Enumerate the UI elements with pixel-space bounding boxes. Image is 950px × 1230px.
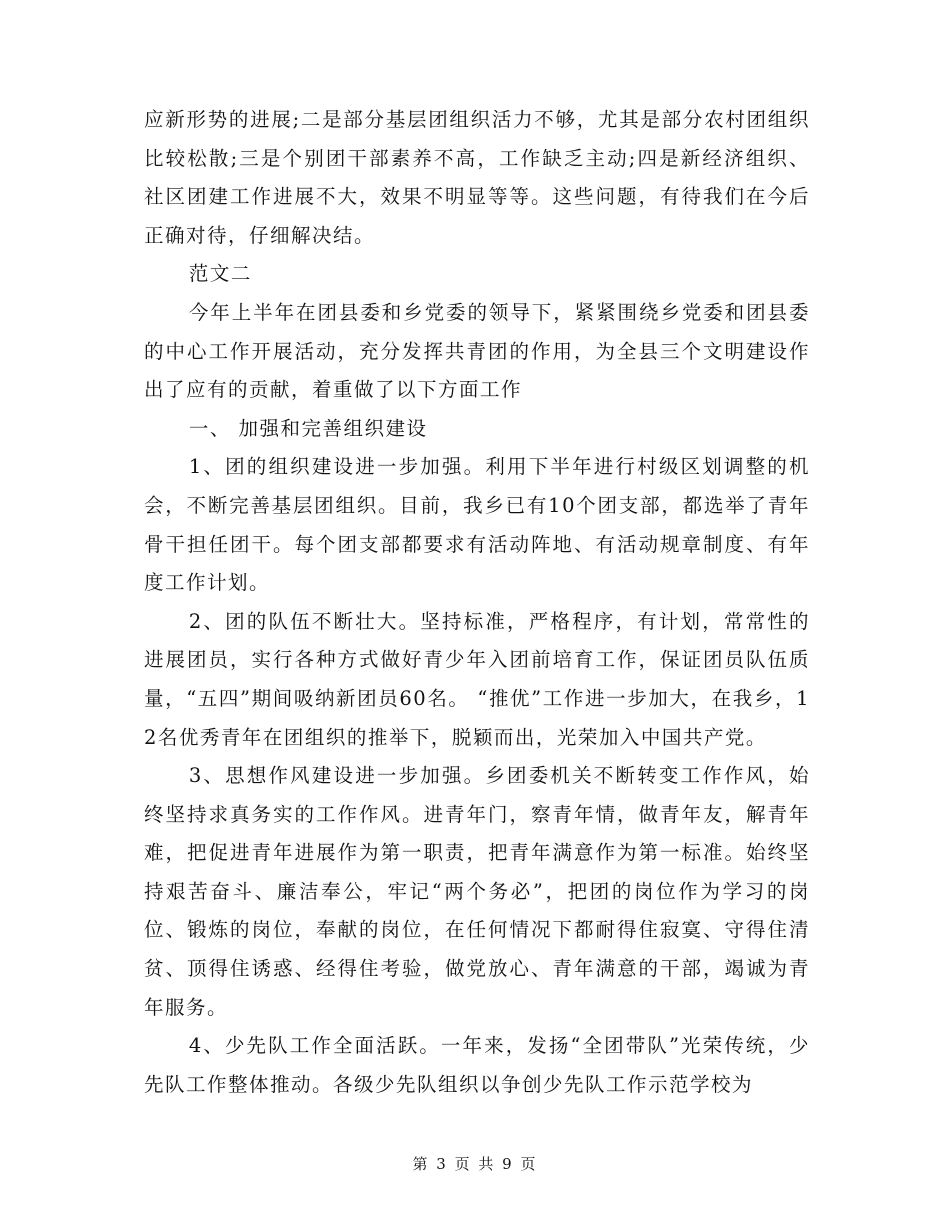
section-heading-organization: 一、 加强和完善组织建设 (188, 416, 428, 440)
document-body (144, 101, 810, 1104)
section-title-fanwen-er: 范文二 (188, 262, 252, 286)
paragraph-intro: 今年上半年在团县委和乡党委的领导下，紧紧围绕乡党委和团县委的中心工作开展活动，充分发挥共青团的作用，为全县三个文明建设作出了应有的贡献，着重做了以下方面工作 (144, 300, 810, 402)
paragraph-item-2: 2、团的队伍不断壮大。坚持标准，严格程序，有计划，常常性的进展团员，实行各种方式做好青少年入团前培育工作，保证团员队伍质量，“五四”期间吸纳新团员60名。 “推优”工作进一步加大，在我乡，12名优秀青年在团组织的推举下，脱颖而出，光荣加入中国共产党。 (144, 609, 810, 749)
paragraph-item-3: 3、思想作风建设进一步加强。乡团委机关不断转变工作作风，始终坚持求真务实的工作作风。进青年门，察青年情，做青年友，解青年难，把促进青年进展作为第一职责，把青年满意作为第一标准。始终坚持艰苦奋斗、廉洁奉公，牢记“两个务必”，把团的岗位作为学习的岗位、锻炼的岗位，奉献的岗位，在任何情况下都耐得住寂寞、守得住清贫、顶得住诱惑、经得住考验，做党放心、青年满意的干部，竭诚为青年服务。 (144, 764, 810, 1019)
paragraph-item-4: 4、少先队工作全面活跃。一年来，发扬“全团带队”光荣传统，少先队工作整体推动。各级少先队组织以争创少先队工作示范学校为 (144, 1034, 810, 1096)
paragraph-item-1: 1、团的组织建设进一步加强。利用下半年进行村级区划调整的机会，不断完善基层团组织。目前，我乡已有10个团支部，都选举了青年骨干担任团干。每个团支部都要求有活动阵地、有活动规章制度、有年度工作计划。 (144, 455, 810, 595)
page-number-footer: 第 3 页 共 9 页 (412, 1155, 538, 1173)
paragraph-continuation: 应新形势的进展;二是部分基层团组织活力不够，尤其是部分农村团组织比较松散;三是个别团干部素养不高，工作缺乏主动;四是新经济组织、社区团建工作进展不大，效果不明显等等。这些问题，有待我们在今后正确对待，仔细解决结。 (144, 108, 810, 247)
